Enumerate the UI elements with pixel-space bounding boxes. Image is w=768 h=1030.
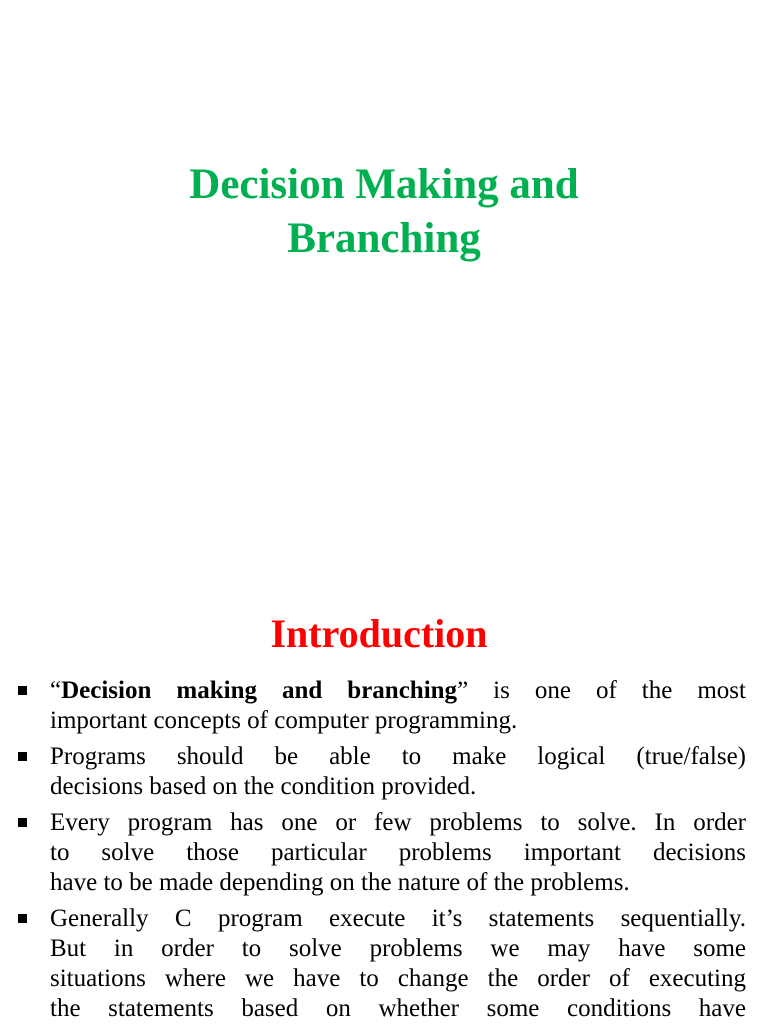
bullet-4-line-4: the statements based on whether some conditions have bbox=[50, 995, 746, 1022]
bullet-1-line-1-rest: ” is one of the most bbox=[457, 677, 746, 704]
bullet-list bbox=[0, 676, 768, 1030]
bullet-1-line-2: important concepts of computer programming. bbox=[50, 707, 518, 734]
bullet-2-line-1: Programs should be able to make logical (true/false) bbox=[50, 743, 746, 770]
bullet-3-line-3: have to be made depending on the nature of the problems. bbox=[50, 869, 630, 896]
slide-title-line-1: Decision Making and bbox=[189, 161, 579, 208]
bullet-item-1 bbox=[0, 676, 768, 736]
bullet-4-line-1: Generally C program execute it’s statements sequentially. bbox=[50, 905, 746, 932]
bullet-item-4 bbox=[0, 904, 768, 1024]
bullet-4-line-3: situations where we have to change the order of executing bbox=[50, 965, 746, 992]
slide-title-line-2: Branching bbox=[287, 215, 481, 262]
bullet-1-open-quote: “ bbox=[50, 677, 62, 704]
slide-title bbox=[0, 158, 768, 266]
square-bullet-icon bbox=[18, 914, 27, 923]
square-bullet-icon bbox=[18, 686, 27, 695]
bullet-2-line-2: decisions based on the condition provided. bbox=[50, 773, 477, 800]
bullet-3-line-1: Every program has one or few problems to solve. In order bbox=[50, 809, 746, 836]
bullet-item-3 bbox=[0, 808, 768, 898]
bullet-1-line-1 bbox=[50, 676, 746, 706]
bullet-4-line-2: But in order to solve problems we may have some bbox=[50, 935, 746, 962]
bullet-3-line-2: to solve those particular problems important decisions bbox=[50, 839, 746, 866]
bullet-item-2 bbox=[0, 742, 768, 802]
square-bullet-icon bbox=[18, 818, 27, 827]
bullet-1-bold-term: Decision making and branching bbox=[61, 677, 458, 704]
section-heading: Introduction bbox=[270, 611, 488, 656]
square-bullet-icon bbox=[18, 752, 27, 761]
